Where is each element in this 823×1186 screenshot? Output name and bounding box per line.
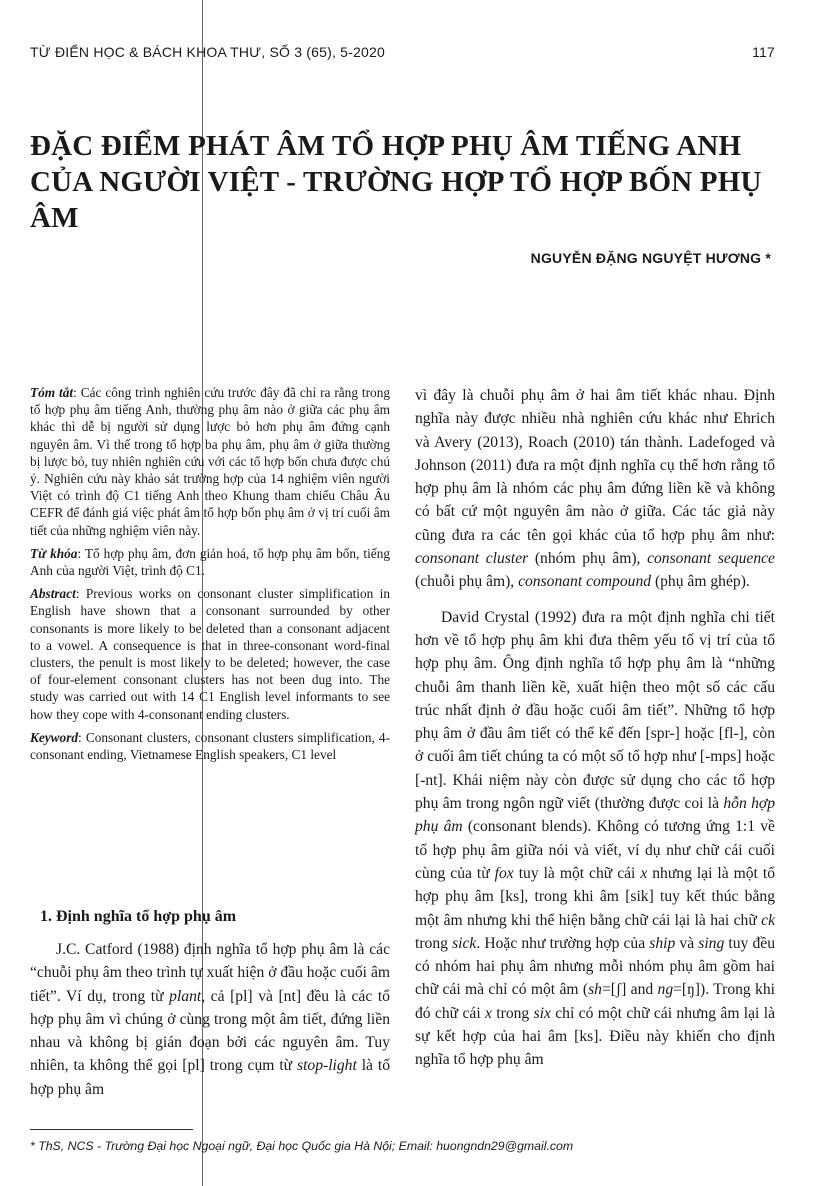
text-run: chỉ có một chữ cái nhưng âm lại là sự kết hợp của hai âm [ks]. Điều này khiến cho định nghĩa tổ hợp phụ âm — [415, 1004, 776, 1069]
paragraph-label: Từ khóa — [30, 545, 78, 561]
text-run: , cả [pl] và [nt] đều là các tổ hợp phụ âm vì chúng ở cùng trong một âm tiết, đứng liền nhau và không bị gián đoạn bởi các nguyên âm. Tuy nhiên, ta không thể gọi [pl] trong cụm từ — [30, 987, 390, 1075]
italic-term: ship — [649, 934, 676, 952]
article-title — [30, 128, 790, 236]
text-run: tuy đều có nhóm hai phụ âm nhưng mỗi nhóm phụ âm gồm hai chữ cái mà chỉ có một âm ( — [415, 934, 775, 999]
text-run: David Crystal (1992) đưa ra một định nghĩa chi tiết hơn về tổ hợp phụ âm khi đưa thêm yếu tố vị trí của tổ hợp phụ âm. Ông định nghĩa tổ hợp phụ âm là “những chuỗi âm thanh liền kề, xuất hiện theo một số các cấu trúc nhất định ở đầu hoặc cuối âm tiết”. Những tổ hợp phụ âm ở đầu âm tiết có thể kể đến [spr-] hoặc [fl-], còn ở cuối âm tiết chúng ta có một số tổ hợp như [-mps] hoặc [-nt]. Khái niệm này còn được sử dụng cho các tổ hợp phụ âm trong ngôn ngữ viết (thường được coi là — [415, 608, 775, 813]
text-run: J.C. Catford (1988) định nghĩa tổ hợp phụ âm là các “chuỗi phụ âm theo trình tự xuất hiện ở đầu hoặc cuối âm tiết”. Ví dụ, trong từ — [30, 941, 390, 1005]
paragraph — [30, 938, 390, 1101]
text-run: (nhóm phụ âm), — [528, 550, 648, 568]
right-body-column — [415, 384, 775, 1084]
text-run: : Tổ hợp phụ âm, đơn giản hoá, tổ hợp phụ âm bốn, tiếng Anh của người Việt, trình độ C1. — [30, 545, 390, 579]
section-heading: 1. Định nghĩa tổ hợp phụ âm — [40, 908, 237, 925]
text-run: =[ʃ] and — [601, 981, 658, 999]
paragraph-label: Abstract — [30, 586, 76, 602]
running-header — [30, 44, 775, 60]
left-body-column — [30, 938, 390, 1101]
text-run: : Các công trình nghiên cứu trước đây đã chỉ ra rằng trong tổ hợp phụ âm tiếng Anh, thường phụ âm nào ở giữa các phụ âm khác thì dễ bị người sử dụng lược bỏ hơn phụ âm đứng cạnh nguyên âm. Vì thế trong tổ hợp ba phụ âm, phụ âm ở giữa thường bị lược bỏ, tuy nhiên nghiên cứu với các tổ hợp bốn chưa được chú ý. Nghiên cứu này khảo sát trường hợp của 14 nghiệm viên người Việt có trình độ C1 tiếng Anh theo Khung tham chiếu Châu Âu CEFR để đánh giá việc phát âm tổ hợp bốn phụ âm ở vị trí cuối âm tiết của những nghiệm viên này. — [30, 385, 390, 538]
paragraph — [415, 384, 775, 594]
text-run: (phụ âm ghép). — [651, 573, 750, 591]
text-run: và — [675, 934, 699, 952]
page-number: 117 — [752, 44, 775, 60]
italic-term: fox — [494, 864, 514, 882]
title-line-1: ĐẶC ĐIỂM PHÁT ÂM TỔ HỢP PHỤ ÂM TIẾNG ANH — [30, 130, 742, 162]
italic-term: consonant sequence — [647, 550, 775, 568]
italic-term: ng — [657, 981, 674, 999]
paragraph — [415, 606, 775, 1072]
italic-term: hỗn hợp phụ âm — [415, 795, 775, 836]
footnote-divider — [30, 1129, 193, 1130]
italic-term: consonant compound — [518, 573, 652, 591]
italic-term: stop-light — [297, 1057, 357, 1075]
text-run: =[ŋ]). Trong khi đó chữ cái — [415, 981, 775, 1022]
italic-term: sing — [698, 934, 725, 952]
text-run: . Hoặc như trường hợp của — [476, 934, 650, 952]
paragraph — [30, 729, 390, 763]
text-run: vì đây là chuỗi phụ âm ở hai âm tiết khác nhau. Định nghĩa này được nhiều nhà nghiên cứu khác như Ehrich và Avery (2013), Roach (2010) tán thành. Ladefoged và Johnson (2011) đưa ra một định nghĩa cụ thể hơn rằng tổ hợp phụ âm là nhóm các phụ âm đứng liền kề và không có bất cứ một nguyên âm nào ở giữa. Các tác giả này cũng đưa ra các tên gọi khác của tổ hợp phụ âm như: — [415, 387, 775, 544]
italic-term: ck — [761, 911, 775, 929]
text-run: là tổ hợp phụ âm — [30, 1057, 390, 1098]
text-run: (chuỗi phụ âm), — [415, 573, 519, 591]
italic-term: plant — [169, 987, 202, 1005]
paragraph — [30, 585, 390, 723]
journal-name: TỪ ĐIỂN HỌC & BÁCH KHOA THƯ, SỐ 3 (65), 5-2020 — [30, 44, 385, 60]
paragraph-label: Tóm tắt — [30, 385, 74, 400]
footnote: * ThS, NCS - Trường Đại học Ngoại ngữ, Đại học Quốc gia Hà Nội; Email: huongndn29@gmail.com — [30, 1139, 574, 1153]
paragraph — [30, 384, 390, 539]
italic-term: sh — [588, 981, 602, 999]
text-run: trong — [491, 1004, 534, 1022]
italic-term: x — [640, 864, 648, 882]
paragraph-label: Keyword — [30, 729, 79, 745]
abstract-column — [30, 384, 390, 769]
text-run: trong — [415, 934, 453, 952]
text-run: : Previous works on consonant cluster simplification in English have shown that a consonant surrounded by other consonants is more likely to be deleted than a consonant adjacent to a vowel. A consequence is that in three-consonant word-final clusters, the penult is most likely to be deleted; however, the case of four-element consonant clusters has not been dug into. The study was carried out with 14 C1 English level informants to see how they cope with 4-consonant ending clusters. — [30, 586, 390, 722]
text-run: nhưng lại là một tổ hợp phụ âm [ks], trong khi âm [sik] tuy kết thúc bằng một âm nhưng khi thể hiện bằng chữ cái lại là hai chữ — [415, 864, 775, 929]
text-run: : Consonant clusters, consonant clusters simplification, 4-consonant ending, Vietnamese English speakers, C1 level — [30, 729, 390, 763]
italic-term: consonant cluster — [415, 550, 529, 568]
paragraph — [30, 545, 390, 579]
italic-term: x — [485, 1004, 492, 1022]
text-run: (consonant blends). Không có tương ứng 1:1 về tổ hợp phụ âm giữa nói và viết, ví dụ như chữ cái cuối cùng của từ — [415, 818, 775, 882]
italic-term: six — [533, 1004, 551, 1022]
title-line-2: CỦA NGƯỜI VIỆT - TRƯỜNG HỢP TỔ HỢP BỐN PHỤ ÂM — [30, 166, 762, 234]
italic-term: sick — [452, 934, 477, 952]
text-run: tuy là một chữ cái — [513, 864, 641, 882]
author-name: NGUYỄN ĐẶNG NGUYỆT HƯƠNG * — [530, 250, 771, 266]
